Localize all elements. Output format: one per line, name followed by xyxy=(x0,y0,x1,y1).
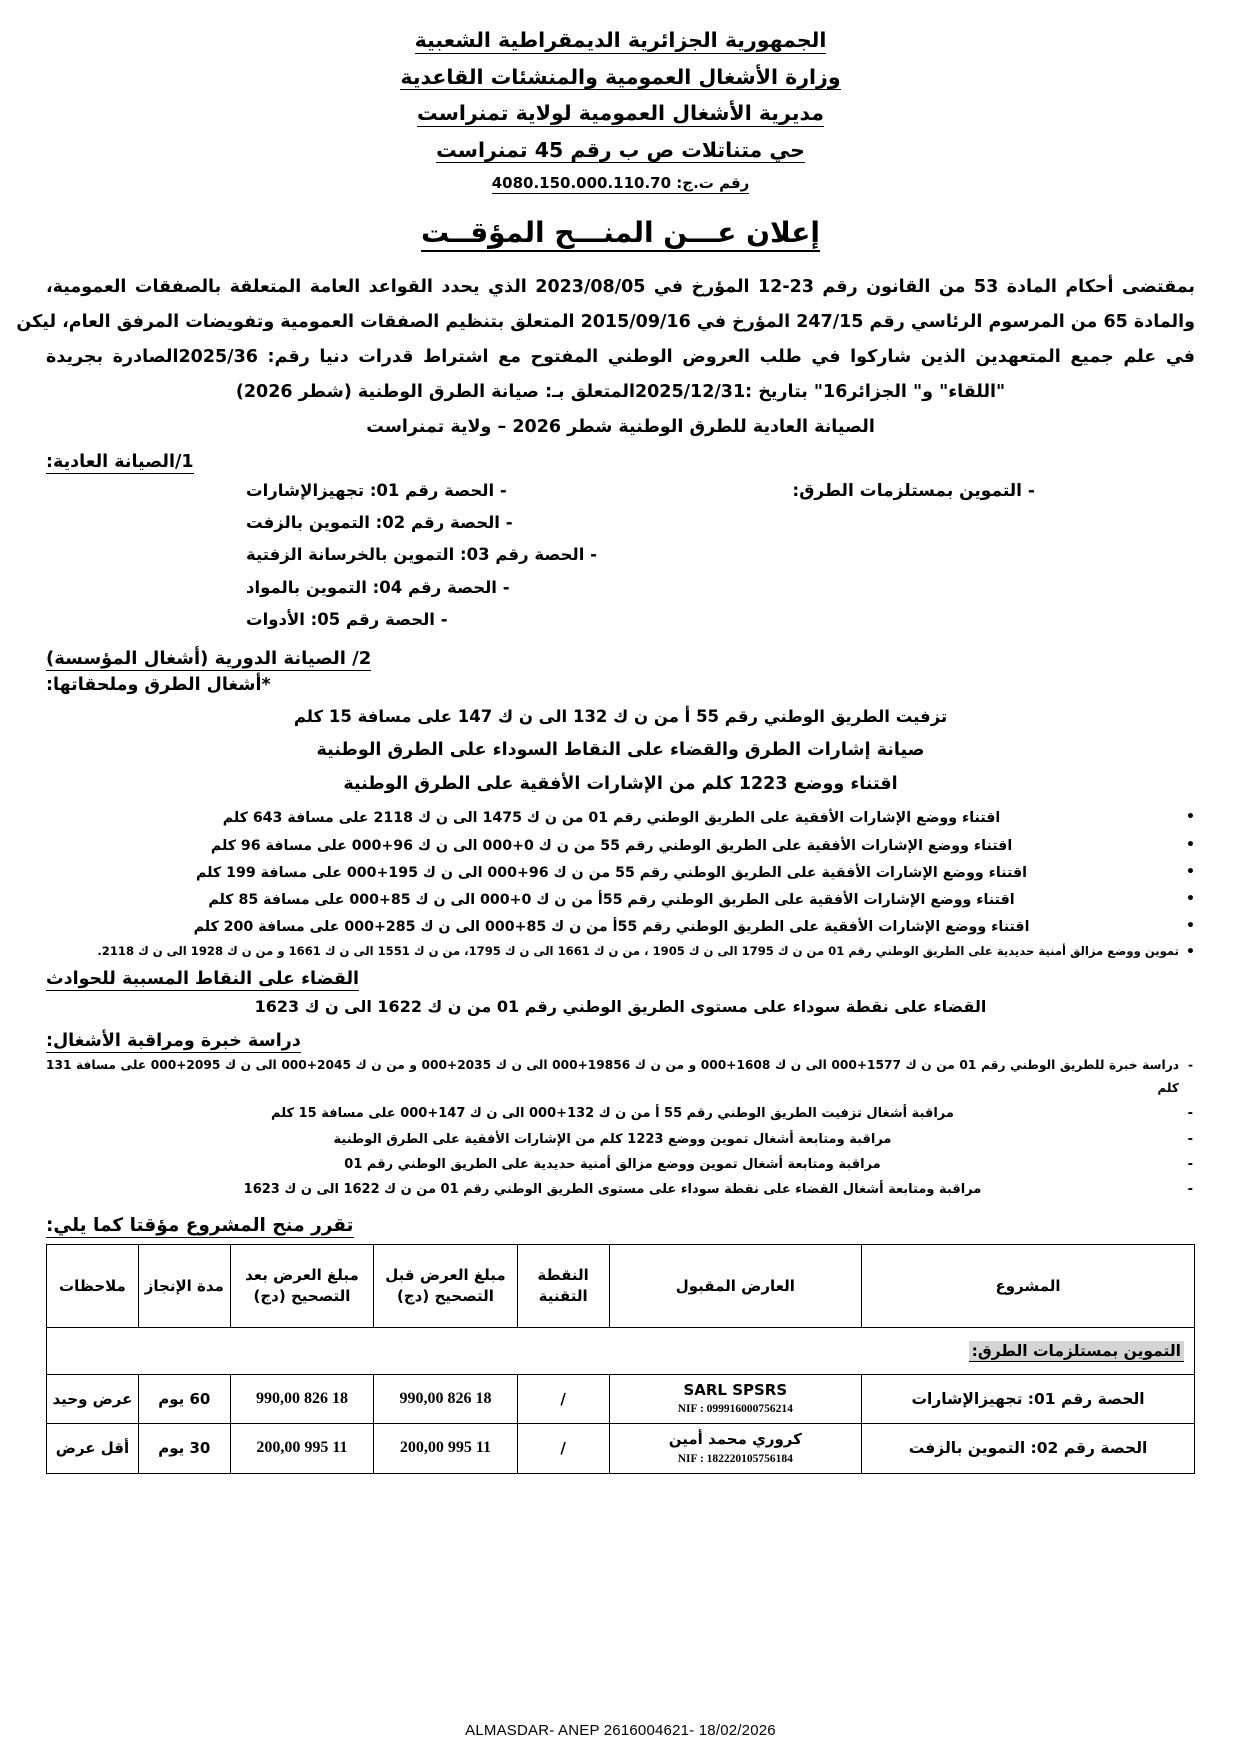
list-item: • تموين ووضع مزالق أمنية حديدية على الطريق الوطني رقم 01 من ن ك 1795 الى ن ك 1905 ، من ن ك 1661 الى ن ك 1795، من ن ك 1551 الى ن ك 1661 و من ن ك 1928 الى ن ك 2118. xyxy=(46,942,1195,962)
cell-bidder xyxy=(609,1424,862,1473)
blackspots-line: القضاء على نقطة سوداء على مستوى الطريق الوطني رقم 01 من ن ك 1622 الى ن ك 1623 xyxy=(254,997,987,1017)
intro-line-3: في علم جميع المتعهدين الذين شاركوا في طلب العروض الوطني المفتوح مع اشتراط قدرات دنيا رقم: 2025/36الصادرة بجريدة xyxy=(46,347,1195,367)
header-registration-number: رقم ت.ج: 4080.150.000.110.70 xyxy=(491,174,750,192)
header-ministry-line: وزارة الأشغال العمومية والمنشئات القاعدية xyxy=(400,64,841,89)
list-item: • اقتناء ووضع الإشارات الأفقية على الطريق الوطني رقم 55أ من ن ك 0+000 الى ن ك 85+000 على مسافة 85 كلم xyxy=(46,887,1195,914)
section-2-heading xyxy=(46,648,1195,669)
list-item: - مراقبة ومتابعة أشغال القضاء على نقطة سوداء على مستوى الطريق الوطني رقم 01 من ن ك 1622 الى ن ك 1623 xyxy=(46,1177,1195,1202)
section-2-star-line: *أشغال الطرق وملحقاتها: xyxy=(46,674,271,695)
study-item-list xyxy=(46,1054,1195,1203)
works-line-3: اقتناء ووضع 1223 كلم من الإشارات الأفقية على الطرق الوطنية xyxy=(343,774,898,795)
list-item: • اقتناء ووضع الإشارات الأفقية على الطريق الوطني رقم 01 من ن ك 1475 الى ن ك 2118 على مسافة 643 كلم xyxy=(46,805,1195,832)
award-heading xyxy=(46,1215,1195,1236)
table-body xyxy=(47,1327,1195,1473)
study-heading xyxy=(46,1031,1195,1051)
bidder-name: كروري محمد أمين xyxy=(668,1430,802,1449)
column-header-duration: مدة الإنجاز xyxy=(138,1244,230,1327)
cell-notes: أقل عرض xyxy=(47,1424,139,1473)
list-item: • اقتناء ووضع الإشارات الأفقية على الطريق الوطني رقم 55 من ن ك 96+000 الى ن ك 195+000 على مسافة 199 كلم xyxy=(46,860,1195,887)
intro-line-1: بمقتضى أحكام المادة 53 من القانون رقم 23-12 المؤرخ في 2023/08/05 الذي يحدد القواعد العامة المتعلقة بالصفقات العمومية، xyxy=(46,277,1195,297)
table-group-row xyxy=(47,1327,1195,1374)
list-item xyxy=(46,507,1195,539)
intro-line-2: والمادة 65 من المرسوم الرئاسي رقم 247/15 المؤرخ في 2015/09/16 المتعلق بتنظيم الصفقات العمومية وتفويضات المرفق العام، ليكن xyxy=(16,312,1195,332)
bidder-nif: NIF : 099916000756214 xyxy=(677,1403,793,1416)
list-item xyxy=(46,604,1195,636)
document-header xyxy=(46,30,1195,194)
column-header-amount-before: مبلغ العرض قبل التصحيح (دج) xyxy=(374,1244,518,1327)
column-header-bidder: العارض المقبول xyxy=(609,1244,862,1327)
cell-duration: 60 يوم xyxy=(138,1374,230,1423)
section-1-lead-label: - التموين بمستلزمات الطرق: xyxy=(792,481,1035,501)
section-1-heading xyxy=(46,452,1195,472)
lot-label: - الحصة رقم 03: التموين بالخرسانة الزفتية xyxy=(246,545,597,565)
page-title: إعلان عـــن المنـــح المؤقــت xyxy=(421,216,820,252)
list-item: - دراسة خبرة للطريق الوطني رقم 01 من ن ك 1577+000 الى ن ك 1608+000 و من ن ك 19856+000 الى ن ك 2035+000 و من ن ك 2045+000 الى ن ك 2095+000 على مسافة 131 كلم xyxy=(46,1054,1195,1102)
list-item: - مراقبة ومتابعة أشغال تموين ووضع مزالق أمنية حديدية على الطريق الوطني رقم 01 xyxy=(46,1152,1195,1177)
cell-duration: 30 يوم xyxy=(138,1424,230,1473)
cell-bidder xyxy=(609,1374,862,1423)
intro-paragraph xyxy=(16,270,1195,445)
marking-works-bullets xyxy=(46,805,1195,961)
section-2-heading-text: 2/ الصيانة الدورية (أشغال المؤسسة) xyxy=(46,647,372,669)
cell-technical-point: / xyxy=(517,1374,609,1423)
cell-amount-before: 11 995 200,00 xyxy=(374,1424,518,1473)
lot-label: - الحصة رقم 01: تجهيزالإشارات xyxy=(246,481,507,500)
cell-amount-after: 11 995 200,00 xyxy=(230,1424,374,1473)
intro-line-4: "اللقاء" و" الجزائر16" بتاريخ :2025/12/31المتعلق بـ: صيانة الطرق الوطنية (شطر 2026) xyxy=(235,382,1006,402)
list-item xyxy=(46,572,1195,604)
table-row xyxy=(47,1424,1195,1473)
lot-label: - الحصة رقم 05: الأدوات xyxy=(246,609,448,629)
header-republic-line: الجمهورية الجزائرية الديمقراطية الشعبية xyxy=(414,28,827,52)
section-1-lot-list xyxy=(46,475,1195,636)
column-header-amount-after: مبلغ العرض بعد التصحيح (دج) xyxy=(230,1244,374,1327)
list-item: - مراقبة ومتابعة أشغال تموين ووضع 1223 كلم من الإشارات الأفقية على الطرق الوطنية xyxy=(46,1127,1195,1152)
lot-label: - الحصة رقم 02: التموين بالزفت xyxy=(246,513,513,533)
blackspots-heading-text: القضاء على النقاط المسببة للحوادث xyxy=(46,969,360,990)
list-item xyxy=(46,475,1195,507)
list-item: - مراقبة أشغال تزفيت الطريق الوطني رقم 55 أ من ن ك 132+000 الى ن ك 147+000 على مسافة 15 كلم xyxy=(46,1101,1195,1126)
blackspots-heading xyxy=(46,969,1195,989)
works-line-2: صيانة إشارات الطرق والقضاء على النقاط السوداء على الطرق الوطنية xyxy=(316,740,925,761)
award-results-table xyxy=(46,1244,1195,1474)
award-heading-text: تقرر منح المشروع مؤقتا كما يلي: xyxy=(46,1214,354,1236)
document-footer: ALMASDAR- ANEP 2616004621- 18/02/2026 xyxy=(465,1722,776,1739)
works-line-1: تزفيت الطريق الوطني رقم 55 أ من ن ك 132 الى ن ك 147 على مسافة 15 كلم xyxy=(293,706,948,726)
list-item: • اقتناء ووضع الإشارات الأفقية على الطريق الوطني رقم 55 من ن ك 0+000 الى ن ك 96+000 على مسافة 96 كلم xyxy=(46,833,1195,860)
table-group-title-text: التموين بمستلزمات الطرق: xyxy=(969,1341,1184,1362)
cell-notes: عرض وحيد xyxy=(47,1374,139,1423)
section-1-heading-text: 1/الصيانة العادية: xyxy=(46,452,194,472)
header-directorate-line: مديرية الأشغال العمومية لولاية تمنراست xyxy=(417,101,824,125)
table-header-row xyxy=(47,1244,1195,1327)
header-address-line: حي متناتلات ص ب رقم 45 تمنراست xyxy=(436,137,805,162)
intro-line-5: الصيانة العادية للطرق الوطنية شطر 2026 – ولاية تمنراست xyxy=(366,417,875,437)
bidder-name: SARL SPSRS xyxy=(683,1380,788,1399)
lot-label: - الحصة رقم 04: التموين بالمواد xyxy=(246,577,510,597)
table-header xyxy=(47,1244,1195,1327)
bidder-nif: NIF : 182220105756184 xyxy=(677,1452,793,1465)
cell-project: الحصة رقم 01: تجهيزالإشارات xyxy=(862,1374,1195,1423)
list-item xyxy=(46,539,1195,571)
cell-amount-before: 18 826 990,00 xyxy=(374,1374,518,1423)
table-row xyxy=(47,1374,1195,1423)
column-header-technical-point: النقطة التقنية xyxy=(517,1244,609,1327)
table-group-title xyxy=(47,1327,1195,1374)
column-header-notes: ملاحظات xyxy=(47,1244,139,1327)
study-heading-text: دراسة خبرة ومراقبة الأشغال: xyxy=(46,1030,301,1051)
cell-amount-after: 18 826 990,00 xyxy=(230,1374,374,1423)
column-header-project: المشروع xyxy=(862,1244,1195,1327)
cell-technical-point: / xyxy=(517,1424,609,1473)
list-item: • اقتناء ووضع الإشارات الأفقية على الطريق الوطني رقم 55أ من ن ك 85+000 الى ن ك 285+000 على مسافة 200 كلم xyxy=(46,914,1195,941)
cell-project: الحصة رقم 02: التموين بالزفت xyxy=(862,1424,1195,1473)
